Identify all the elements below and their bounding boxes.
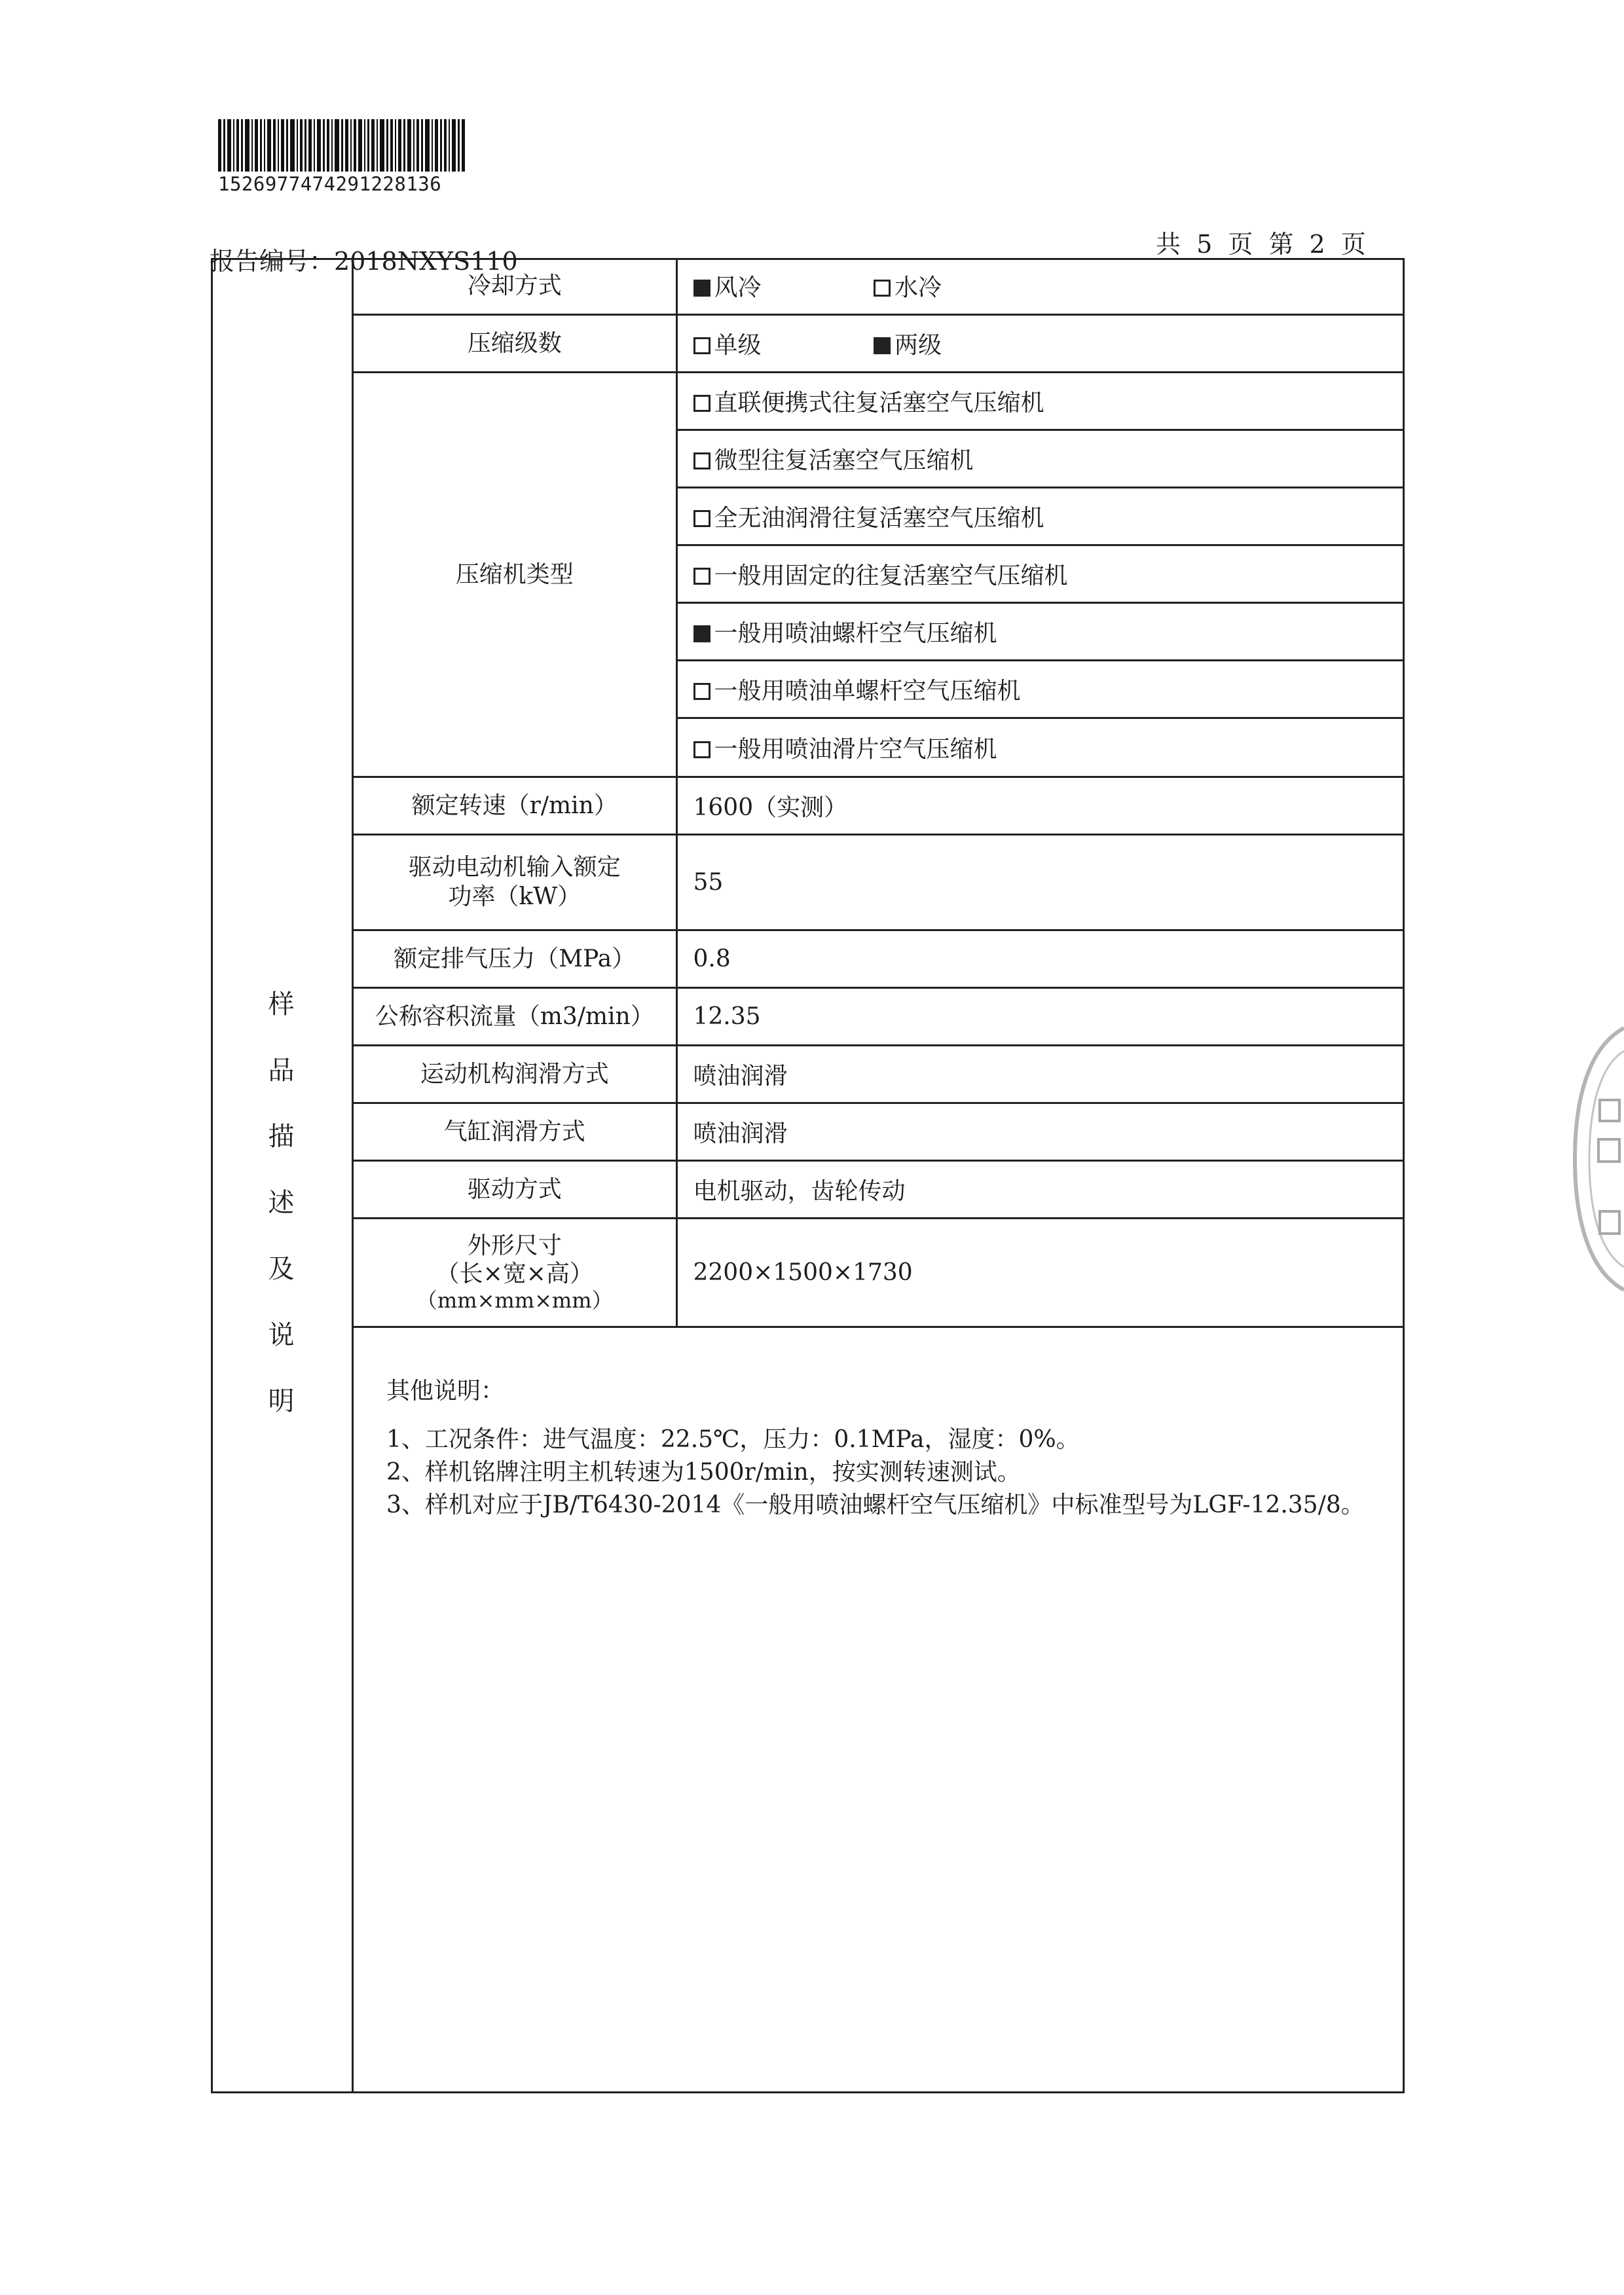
side-label-char: 说: [268, 1320, 295, 1350]
motor-power-label: 驱动电动机输入额定 功率（kW）: [354, 834, 676, 930]
row-cooling: [354, 258, 1405, 314]
compressor-type-option: 全无油润滑往复活塞空气压缩机: [676, 487, 1405, 545]
row-compressor-type: [354, 372, 1405, 430]
checkbox-icon: [874, 280, 891, 297]
checkbox-icon: [693, 510, 710, 527]
cooling-options: [676, 258, 1405, 314]
checkbox-icon: [693, 280, 710, 297]
cylinder-lubrication-label: 气缸润滑方式: [354, 1103, 676, 1160]
note-item: 3、样机对应于JB/T6430-2014《一般用喷油螺杆空气压缩机》中标准型号为LGF-12.35/8。: [386, 1492, 1365, 1518]
compressor-type-option: 一般用喷油单螺杆空气压缩机: [676, 660, 1405, 718]
rated-speed-label: 额定转速（r/min）: [354, 777, 676, 834]
compressor-type-label: 压缩机类型: [354, 372, 676, 777]
checkbox-icon: [693, 741, 710, 758]
side-label-char: 样: [268, 989, 295, 1019]
compressor-type-option: 一般用喷油滑片空气压缩机: [676, 718, 1405, 777]
notes-section: [386, 1375, 1369, 1522]
row-volume-flow: [354, 987, 1405, 1045]
dimensions-value: 2200×1500×1730: [676, 1218, 1405, 1327]
side-label-char: 明: [268, 1386, 295, 1416]
barcode-number: 1526977474291228136: [218, 173, 442, 195]
motion-lubrication-label: 运动机构润滑方式: [354, 1045, 676, 1103]
side-label-column: [211, 258, 354, 2093]
checkbox-icon: [693, 337, 710, 354]
checkbox-icon: [693, 452, 710, 469]
discharge-pressure-label: 额定排气压力（MPa）: [354, 930, 676, 987]
row-cylinder-lubrication: [354, 1103, 1405, 1160]
drive-mode-label: 驱动方式: [354, 1160, 676, 1218]
compressor-type-option: 直联便携式往复活塞空气压缩机: [676, 372, 1405, 430]
stages-options: [676, 314, 1405, 372]
report-number: 报告编号：2018NXYS110: [210, 247, 518, 276]
note-item: 2、样机铭牌注明主机转速为1500r/min，按实测转速测试。: [386, 1459, 1021, 1486]
cylinder-lubrication-value: 喷油润滑: [676, 1103, 1405, 1160]
compressor-type-option: 一般用喷油螺杆空气压缩机: [676, 602, 1405, 660]
row-drive-mode: [354, 1160, 1405, 1218]
stages-option-double: 两级: [874, 327, 942, 360]
side-label-char: 描: [268, 1122, 295, 1152]
barcode: [218, 119, 467, 172]
drive-mode-value: 电机驱动，齿轮传动: [676, 1160, 1405, 1218]
dimensions-label: 外形尺寸 （长×宽×高） （mm×mm×mm）: [354, 1218, 676, 1327]
row-rated-speed: [354, 777, 1405, 834]
volume-flow-label: 公称容积流量（m3/min）: [354, 987, 676, 1045]
spec-table: [354, 258, 1405, 1328]
checkbox-icon: [693, 683, 710, 700]
notes-title: 其他说明：: [386, 1378, 505, 1405]
rated-speed-value: 1600（实测）: [676, 777, 1405, 834]
checkbox-icon: [693, 568, 710, 585]
compressor-type-option: 微型往复活塞空气压缩机: [676, 430, 1405, 487]
note-item: 1、工况条件：进气温度：22.5℃，压力：0.1MPa，湿度：0%。: [386, 1426, 1080, 1453]
side-label-char: 述: [268, 1188, 295, 1218]
row-dimensions: [354, 1218, 1405, 1327]
motor-power-value: 55: [676, 834, 1405, 930]
checkbox-icon: [693, 395, 710, 412]
checkbox-icon: [874, 337, 891, 354]
side-label-char: 及: [268, 1254, 295, 1284]
checkbox-icon: [693, 625, 710, 642]
side-label-char: 品: [268, 1056, 295, 1086]
side-label-text: [211, 972, 352, 1435]
cooling-option-water: 水冷: [874, 269, 942, 303]
page-info: 共 5 页 第 2 页: [1156, 230, 1366, 259]
compressor-type-option: 一般用固定的往复活塞空气压缩机: [676, 545, 1405, 602]
cooling-label: 冷却方式: [354, 258, 676, 314]
volume-flow-value: 12.35: [676, 987, 1405, 1045]
discharge-pressure-value: 0.8: [676, 930, 1405, 987]
row-discharge-pressure: [354, 930, 1405, 987]
partial-seal-stamp: [1568, 1021, 1624, 1296]
row-motor-power: [354, 834, 1405, 930]
row-stages: [354, 314, 1405, 372]
motion-lubrication-value: 喷油润滑: [676, 1045, 1405, 1103]
cooling-option-air: 风冷: [693, 269, 762, 303]
stages-label: 压缩级数: [354, 314, 676, 372]
row-motion-lubrication: [354, 1045, 1405, 1103]
stages-option-single: 单级: [693, 327, 762, 360]
